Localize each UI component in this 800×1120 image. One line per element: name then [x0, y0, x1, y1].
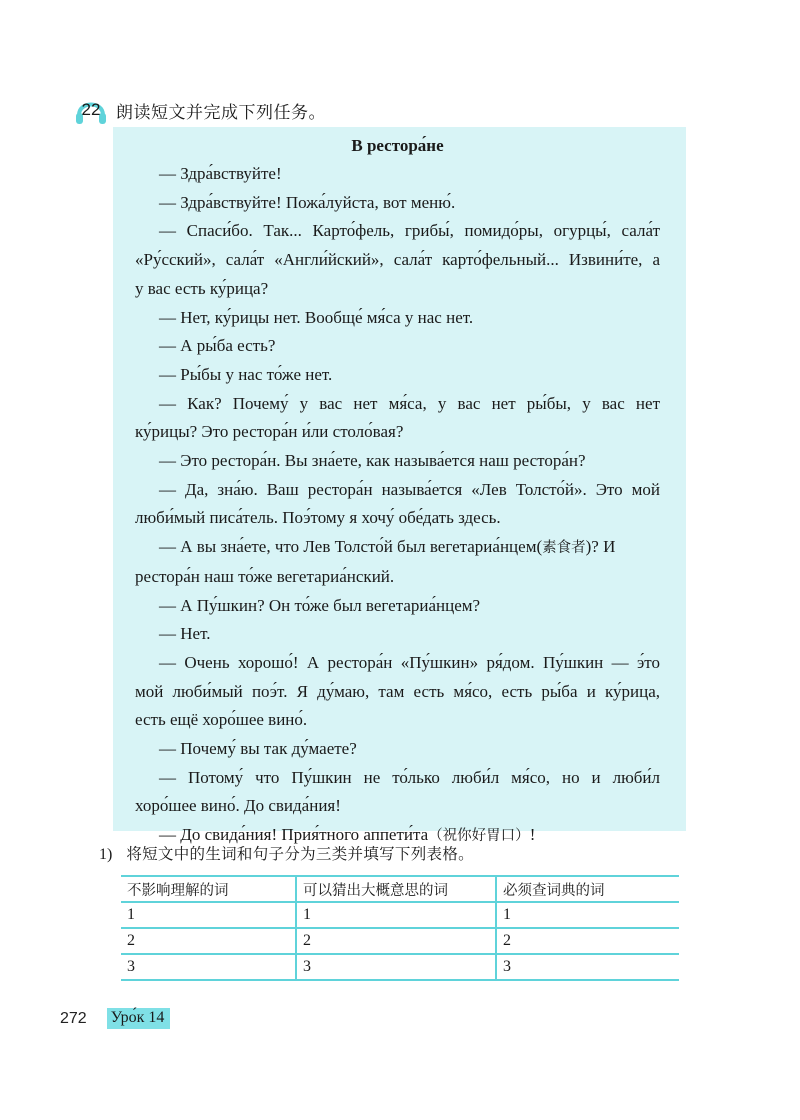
text-line: — Почему́ вы так ду́маете?: [159, 739, 357, 759]
exercise-badge: [74, 93, 108, 127]
page-footer: [60, 1008, 170, 1029]
table-cell[interactable]: 1: [296, 902, 496, 928]
text-line: у вас есть ку́рица?: [135, 278, 269, 298]
table-header-cell: 可以猜出大概意思的词: [296, 876, 496, 902]
text-line: хоро́шее вино́. До свида́ния!: [135, 796, 341, 816]
page-number: 272: [60, 1009, 87, 1027]
reading-text-box: [113, 127, 686, 845]
text-line-part: — А вы зна́ете, что Лев Толсто́й был вегетариа́нцем(: [159, 537, 543, 557]
task-instruction: 将短文中的生词和句子分为三类并填写下列表格。: [126, 845, 474, 863]
text-line: рестора́н наш то́же вегетариа́нский.: [135, 566, 395, 586]
exercise-number: 22: [81, 100, 101, 119]
table-cell[interactable]: 3: [121, 954, 296, 980]
table-header-cell: 不影响理解的词: [121, 876, 296, 902]
table-cell[interactable]: 3: [296, 954, 496, 980]
text-line: «Ру́сский», сала́т «Англи́йский», сала́т карто́фельный... Извини́те, а: [135, 250, 660, 270]
text-line: — Нет, ку́рицы нет. Вообще́ мя́са у нас нет.: [159, 307, 474, 327]
text-line-part: )? И: [585, 537, 616, 557]
text-line: — Спаси́бо. Так... Карто́фель, грибы́, помидо́ры, огурцы́, сала́т: [159, 221, 660, 241]
table-cell[interactable]: 3: [496, 954, 679, 980]
table-cell[interactable]: 2: [296, 928, 496, 954]
text-line: — Нет.: [159, 624, 211, 644]
text-line: — Да, зна́ю. Ваш рестора́н называ́ется «Лев Толсто́й». Это мой: [159, 479, 660, 499]
text-line-part: !: [529, 825, 536, 845]
task-number: 1): [99, 846, 113, 863]
text-line: люби́мый писа́тель. Поэ́тому я хочу́ обе́дать здесь.: [135, 508, 501, 528]
lesson-label: Уро́к 14: [107, 1008, 171, 1029]
text-line: — А ры́ба есть?: [159, 336, 276, 356]
text-line: мой люби́мый поэ́т. Я ду́маю, там есть мя́со, есть ры́ба и ку́рица,: [135, 681, 660, 701]
table-cell[interactable]: 2: [496, 928, 679, 954]
text-line: — Ры́бы у нас то́же нет.: [159, 364, 333, 384]
text-line-part: — До свида́ния! Прия́тного аппети́та: [159, 825, 429, 845]
task-instruction-row: [99, 842, 474, 864]
text-line: — Здра́вствуйте!: [159, 164, 282, 183]
table-header-row: [121, 876, 679, 902]
text-line: — Как? Почему́ у вас нет мя́са, у вас нет ры́бы, у вас нет: [159, 393, 660, 413]
table-header-cell: 必须查词典的词: [496, 876, 679, 902]
gloss-appetite: （祝你好胃口）: [428, 828, 530, 845]
table-row: [121, 928, 679, 954]
text-line: [135, 533, 660, 563]
text-line: есть ещё хоро́шее вино́.: [135, 710, 308, 730]
classification-table: [121, 875, 679, 981]
table-cell[interactable]: 1: [121, 902, 296, 928]
text-line: — Очень хорошо́! А рестора́н «Пу́шкин» ря́дом. Пу́шкин — э́то: [159, 652, 660, 672]
exercise-header: [74, 93, 326, 127]
text-line: — Здра́вствуйте! Пожа́луйста, вот меню́.: [159, 192, 456, 212]
text-line: — А Пу́шкин? Он то́же был вегетариа́нцем?: [159, 595, 481, 615]
text-line: ку́рицы? Это рестора́н и́ли столо́вая?: [135, 422, 404, 442]
table-row: [121, 902, 679, 928]
exercise-instruction: 朗读短文并完成下列任务。: [116, 102, 326, 123]
table-cell[interactable]: 1: [496, 902, 679, 928]
text-title: В рестора́не: [351, 136, 444, 155]
table-cell[interactable]: 2: [121, 928, 296, 954]
text-line: — Это рестора́н. Вы зна́ете, как называ́ется наш рестора́н?: [159, 451, 586, 471]
gloss-vegetarian: 素食者: [542, 540, 586, 557]
text-line: — Потому́ что Пу́шкин не то́лько люби́л мя́со, но и люби́л: [159, 767, 660, 787]
table-row: [121, 954, 679, 980]
